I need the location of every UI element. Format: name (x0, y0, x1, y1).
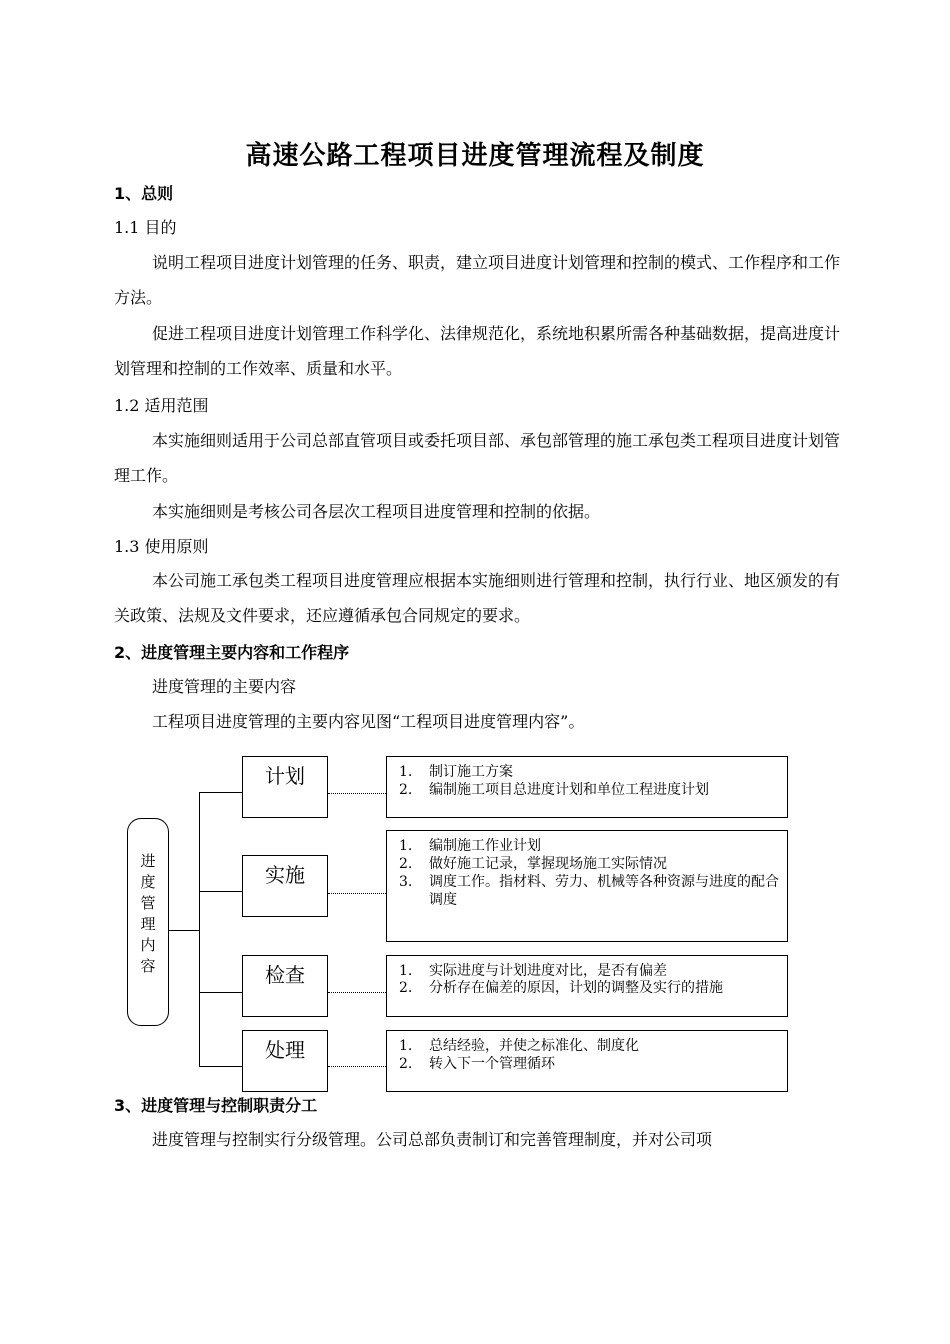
diagram-root-label (128, 851, 168, 977)
section-3-heading: 3、进度管理与控制职责分工 (114, 1096, 318, 1115)
detail-list (399, 837, 779, 909)
item-number: 3. (399, 874, 413, 890)
list-item (399, 1055, 779, 1073)
section-3-paragraph-1: 进度管理与控制实行分级管理。公司总部负责制订和完善管理制度，并对公司项 (152, 1130, 713, 1149)
category-box-handle (242, 1030, 328, 1092)
root-char: 内 (140, 936, 156, 954)
detail-list (399, 763, 779, 799)
item-text: 分析存在偏差的原因，计划的调整及实行的措施 (429, 980, 723, 996)
root-connector (169, 930, 200, 931)
detail-box-check (386, 955, 788, 1017)
item-number: 2. (399, 1056, 413, 1072)
list-item (399, 855, 779, 873)
section-1-3-heading: 1.3 使用原则 (114, 537, 209, 556)
branch-line-implement (199, 891, 242, 892)
section-2-heading: 2、进度管理主要内容和工作程序 (114, 643, 350, 662)
list-item (399, 763, 779, 781)
branch-line-plan (199, 792, 242, 793)
detail-list (399, 1037, 779, 1073)
item-number: 1. (399, 838, 413, 854)
item-number: 1. (399, 1038, 413, 1054)
diagram-root-box (127, 818, 169, 1026)
item-number: 2. (399, 782, 413, 798)
dotted-connector (328, 1066, 386, 1067)
category-label: 实施 (265, 863, 305, 887)
detail-box-plan (386, 756, 788, 818)
root-char: 理 (140, 915, 156, 933)
list-item (399, 837, 779, 855)
section-1-2-heading: 1.2 适用范围 (114, 396, 209, 415)
document-title: 高速公路工程项目进度管理流程及制度 (245, 141, 705, 171)
dotted-connector (328, 793, 386, 794)
category-box-implement (242, 855, 328, 917)
category-label: 处理 (265, 1038, 305, 1062)
category-box-check (242, 955, 328, 1017)
item-text: 做好施工记录，掌握现场施工实际情况 (429, 856, 667, 872)
section-1-heading: 1、总则 (114, 184, 174, 203)
root-char: 度 (140, 873, 156, 891)
category-label: 计划 (265, 764, 305, 788)
dotted-connector (328, 893, 386, 894)
section-1-1-paragraph-1: 说明工程项目进度计划管理的任务、职责，建立项目进度计划管理和控制的模式、工作程序和工作方法。 (114, 253, 841, 307)
item-text: 实际进度与计划进度对比，是否有偏差 (429, 963, 667, 979)
item-number: 2. (399, 856, 413, 872)
list-item (399, 980, 779, 996)
detail-list (399, 962, 779, 996)
list-item (399, 781, 779, 799)
list-item (399, 962, 779, 980)
root-char: 容 (140, 957, 156, 975)
list-item (399, 1037, 779, 1055)
section-1-1-paragraph-2: 促进工程项目进度计划管理工作科学化、法律规范化，系统地积累所需各种基础数据，提高进度计划管理和控制的工作效率、质量和水平。 (114, 324, 841, 378)
item-text: 编制施工项目总进度计划和单位工程进度计划 (429, 782, 709, 798)
item-text: 制订施工方案 (429, 764, 513, 780)
trunk-line (199, 792, 200, 1067)
section-2-paragraph-1: 进度管理的主要内容 (152, 677, 297, 696)
section-1-2-paragraph-1: 本实施细则适用于公司总部直管项目或委托项目部、承包部管理的施工承包类工程项目进度计划管理工作。 (114, 431, 841, 485)
branch-line-handle (199, 1066, 242, 1067)
section-1-2-paragraph-2: 本实施细则是考核公司各层次工程项目进度管理和控制的依据。 (152, 502, 601, 521)
item-text: 转入下一个管理循环 (429, 1056, 555, 1072)
item-number: 2. (399, 980, 413, 996)
section-2-paragraph-2: 工程项目进度管理的主要内容见图“工程项目进度管理内容”。 (152, 712, 585, 731)
item-number: 1. (399, 963, 413, 979)
item-text: 编制施工作业计划 (429, 838, 541, 854)
item-text: 总结经验，并使之标准化、制度化 (429, 1038, 639, 1054)
category-label: 检查 (265, 963, 305, 987)
category-box-plan (242, 756, 328, 818)
item-number: 1. (399, 764, 413, 780)
item-text: 调度工作。指材料、劳力、机械等各种资源与进度的配合调度 (429, 874, 779, 908)
section-1-1-heading: 1.1 目的 (114, 218, 177, 237)
section-1-3-paragraph-1: 本公司施工承包类工程项目进度管理应根据本实施细则进行管理和控制，执行行业、地区颁发的有关政策、法规及文件要求，还应遵循承包合同规定的要求。 (114, 571, 841, 625)
progress-management-diagram (120, 748, 800, 1098)
dotted-connector (328, 992, 386, 993)
branch-line-check (199, 992, 242, 993)
detail-box-implement (386, 830, 788, 942)
detail-box-handle (386, 1030, 788, 1092)
list-item (399, 873, 779, 909)
root-char: 进 (140, 852, 156, 870)
root-char: 管 (140, 894, 156, 912)
